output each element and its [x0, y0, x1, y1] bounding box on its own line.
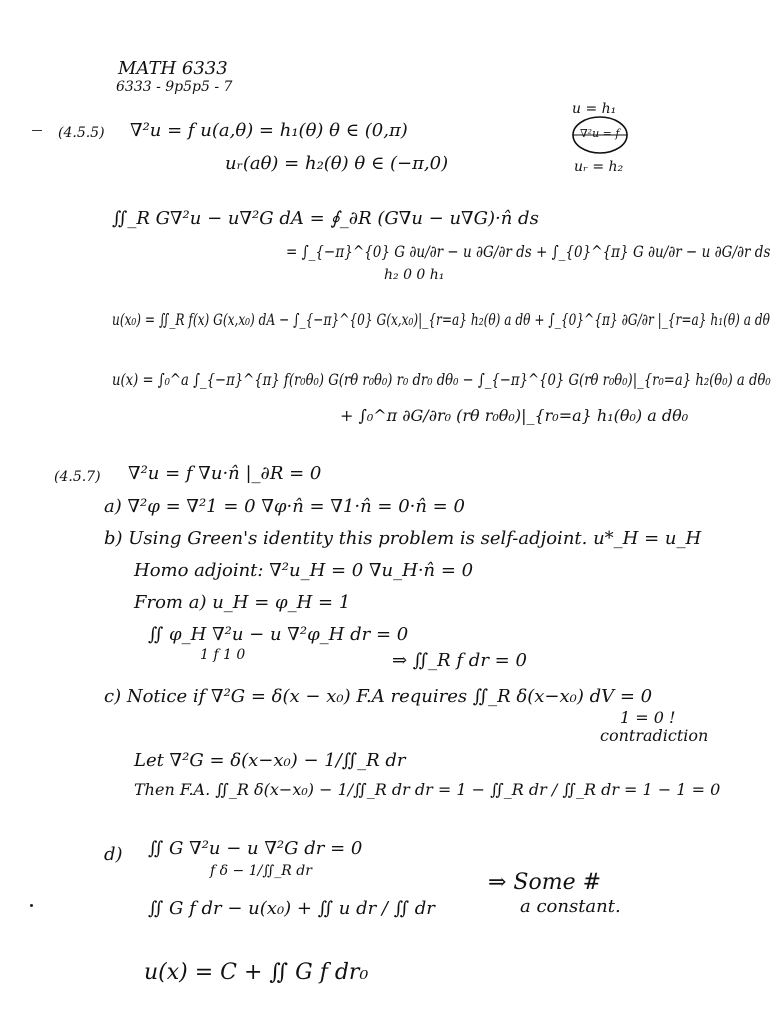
disk-top-label: u = h₁ — [572, 101, 617, 117]
problem-457-number: (4.5.7) — [54, 469, 101, 485]
part-c-let: Let ∇²G = δ(x−x₀) − 1/∬_R dr — [134, 750, 406, 771]
part-d-note: a constant. — [520, 896, 621, 917]
course-title: MATH 6333 — [118, 58, 228, 79]
part-b: b) Using Green's identity this problem is self-adjoint. u*_H = u_H — [104, 528, 702, 549]
margin-mark — [32, 130, 42, 131]
part-d-final: u(x) = C + ∬ G f dr₀ — [144, 960, 369, 985]
problem-455-number: (4.5.5) — [58, 125, 105, 141]
green-identity-line: ∬_R G∇²u − u∇²G dA = ∮_∂R (G∇u − u∇G)·n̂ ds — [112, 208, 539, 229]
part-d-arrow-some-number: ⇒ Some # — [488, 870, 602, 895]
part-c-note-2: contradiction — [600, 726, 709, 745]
scan-dot — [30, 904, 33, 907]
u-x-formula-cont: + ∫₀^π ∂G/∂r₀ (rθ r₀θ₀)|_{r₀=a} h₁(θ₀) a dθ₀ — [340, 406, 689, 425]
green-boundary-subscripts: h₂ 0 0 h₁ — [384, 267, 445, 283]
part-c-note-1: 1 = 0 ! — [620, 708, 676, 727]
disk-center-label: ∇²u = f — [580, 127, 620, 140]
part-c-then: Then F.A. ∬_R δ(x−x₀) − 1/∬_R dr dr = 1 − ∬_R dr / ∬_R dr = 1 − 1 = 0 — [134, 780, 721, 799]
part-d-line-1: ∬ G ∇²u − u ∇²G dr = 0 — [148, 838, 363, 859]
green-boundary-split: = ∫_{−π}^{0} G ∂u/∂r − u ∂G/∂r ds + ∫_{0}^{π} G ∂u/∂r − u ∂G/∂r ds — [286, 242, 771, 261]
problem-455-statement: ∇²u = f u(a,θ) = h₁(θ) θ ∈ (0,π) — [130, 120, 408, 141]
problem-455-statement-2: uᵣ(aθ) = h₂(θ) θ ∈ (−π,0) — [225, 153, 449, 174]
part-c: c) Notice if ∇²G = δ(x − x₀) F.A requires ∬_R δ(x−x₀) dV = 0 — [104, 686, 653, 707]
part-b-integral: ∬ φ_H ∇²u − u ∇²φ_H dr = 0 — [148, 624, 409, 645]
part-d-line-2: ∬ G f dr − u(x₀) + ∬ u dr / ∬ dr — [148, 898, 435, 919]
part-a: a) ∇²φ = ∇²1 = 0 ∇φ·n̂ = ∇1·n̂ = 0·n̂ = 0 — [104, 496, 465, 517]
u-x-formula: u(x) = ∫₀^a ∫_{−π}^{π} f(r₀θ₀) G(rθ r₀θ₀) r₀ dr₀ dθ₀ − ∫_{−π}^{0} G(rθ r₀θ₀)|_{r₀=a} h₂(θ₀) a dθ₀ — [112, 370, 771, 389]
problem-457-statement: ∇²u = f ∇u·n̂ |_∂R = 0 — [128, 463, 322, 484]
assignment-code: 6333 - 9p5p5 - 7 — [116, 79, 233, 95]
part-b-result: ⇒ ∬_R f dr = 0 — [392, 650, 527, 671]
part-b-from-a: From a) u_H = φ_H = 1 — [134, 592, 351, 613]
part-b-integral-sub: 1 f 1 0 — [200, 647, 246, 663]
u-x0-formula: u(x₀) = ∬_R f(x) G(x,x₀) dA − ∫_{−π}^{0} G(x,x₀)|_{r=a} h₂(θ) a dθ + ∫_{0}^{π} ∂G/∂r |_{r=a} h₁(θ) a dθ — [112, 310, 771, 329]
part-d-line-1-sub: f δ − 1/∬_R dr — [210, 863, 312, 879]
part-b-homogeneous: Homo adjoint: ∇²u_H = 0 ∇u_H·n̂ = 0 — [134, 560, 474, 581]
disk-bottom-label: uᵣ = h₂ — [574, 159, 624, 175]
part-d-label: d) — [104, 844, 123, 865]
